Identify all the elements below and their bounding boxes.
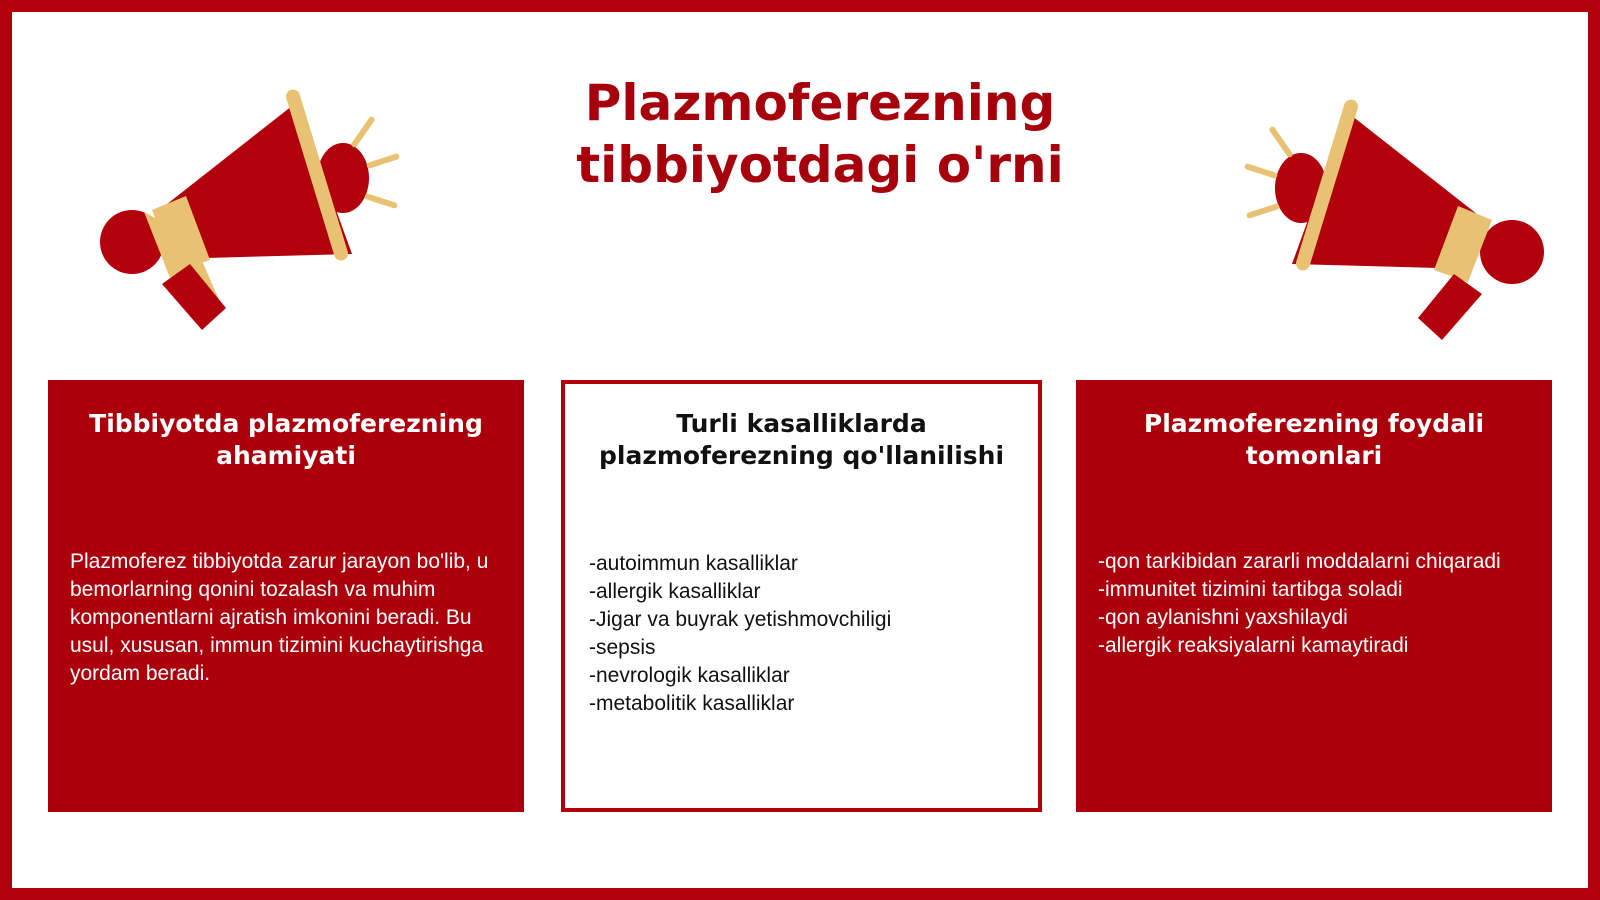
page-title-line-1: Plazmoferezning <box>584 74 1056 132</box>
list-item: -qon tarkibidan zararli moddalarni chiqaradi <box>1098 550 1501 573</box>
page-title <box>412 72 1228 196</box>
card-title: Plazmoferezning foydali tomonlari <box>1143 409 1485 470</box>
list-item: -allergik kasalliklar <box>589 580 761 603</box>
benefits-list <box>1098 548 1532 660</box>
list-item: -sepsis <box>589 636 656 659</box>
card-body-text: Plazmoferez tibbiyotda zarur jarayon bo'lib, u bemorlarning qonini tozalash va muhim komponentlarni ajratish imkonini beradi. Bu usul, xususan, immun tizimini kuchaytirishga yordam beradi. <box>70 550 489 685</box>
list-item: -metabolitik kasalliklar <box>589 692 795 715</box>
list-item: -immunitet tizimini tartibga soladi <box>1098 578 1403 601</box>
megaphone-icon <box>90 74 420 349</box>
list-item: -allergik reaksiyalarni kamaytiradi <box>1098 634 1409 657</box>
list-item: -Jigar va buyrak yetishmovchiligi <box>589 608 892 631</box>
card-title: Turli kasalliklarda plazmoferezning qo'llanilishi <box>598 409 1005 470</box>
card-importance <box>48 380 524 812</box>
card-benefits <box>1076 380 1552 812</box>
list-item: -nevrologik kasalliklar <box>589 664 790 687</box>
list-item: -autoimmun kasalliklar <box>589 552 798 575</box>
card-title: Tibbiyotda plazmoferezning ahamiyati <box>89 409 483 470</box>
list-item: -qon aylanishni yaxshilaydi <box>1098 606 1348 629</box>
megaphone-icon <box>1224 84 1554 359</box>
page-title-line-2: tibbiyotdagi o'rni <box>576 136 1064 194</box>
applications-list <box>589 550 1018 718</box>
card-applications <box>561 380 1042 812</box>
